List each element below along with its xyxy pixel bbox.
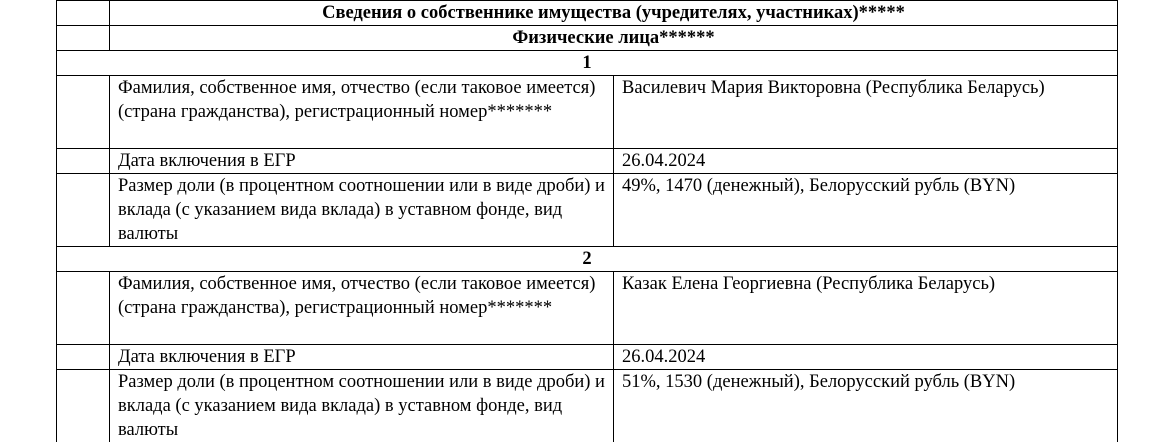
individuals-section-title: Физические лица****** (110, 26, 1118, 51)
gutter-cell (57, 345, 110, 370)
person-index: 1 (57, 51, 1118, 76)
person-name-row (57, 76, 1118, 149)
individuals-header-row (57, 26, 1118, 51)
gutter-cell (57, 149, 110, 174)
share-value: 51%, 1530 (денежный), Белорусский рубль (BYN) (614, 370, 1118, 443)
person-date-row (57, 149, 1118, 174)
gutter-cell (57, 370, 110, 443)
gutter-cell (57, 26, 110, 51)
person-share-row (57, 370, 1118, 443)
name-value: Василевич Мария Викторовна (Республика Беларусь) (614, 76, 1118, 149)
name-label: Фамилия, собственное имя, отчество (если таковое имеется) (страна гражданства), регистрационный номер******* (110, 76, 614, 149)
owner-section-header-row (57, 1, 1118, 26)
person-date-row (57, 345, 1118, 370)
owner-info-table (56, 0, 1118, 442)
share-label: Размер доли (в процентном соотношении или в виде дроби) и вклада (с указанием вида вклада) в уставном фонде, вид валюты (110, 370, 614, 443)
gutter-cell (57, 174, 110, 247)
name-value: Казак Елена Георгиевна (Республика Беларусь) (614, 272, 1118, 345)
gutter-cell (57, 272, 110, 345)
owner-section-title: Сведения о собственнике имущества (учредителях, участниках)***** (110, 1, 1118, 26)
date-value: 26.04.2024 (614, 149, 1118, 174)
person-index-row (57, 247, 1118, 272)
share-label: Размер доли (в процентном соотношении или в виде дроби) и вклада (с указанием вида вклада) в уставном фонде, вид валюты (110, 174, 614, 247)
share-value: 49%, 1470 (денежный), Белорусский рубль (BYN) (614, 174, 1118, 247)
person-index: 2 (57, 247, 1118, 272)
name-label: Фамилия, собственное имя, отчество (если таковое имеется) (страна гражданства), регистрационный номер******* (110, 272, 614, 345)
date-label: Дата включения в ЕГР (110, 345, 614, 370)
date-label: Дата включения в ЕГР (110, 149, 614, 174)
person-name-row (57, 272, 1118, 345)
gutter-cell (57, 1, 110, 26)
person-share-row (57, 174, 1118, 247)
gutter-cell (57, 76, 110, 149)
date-value: 26.04.2024 (614, 345, 1118, 370)
person-index-row (57, 51, 1118, 76)
